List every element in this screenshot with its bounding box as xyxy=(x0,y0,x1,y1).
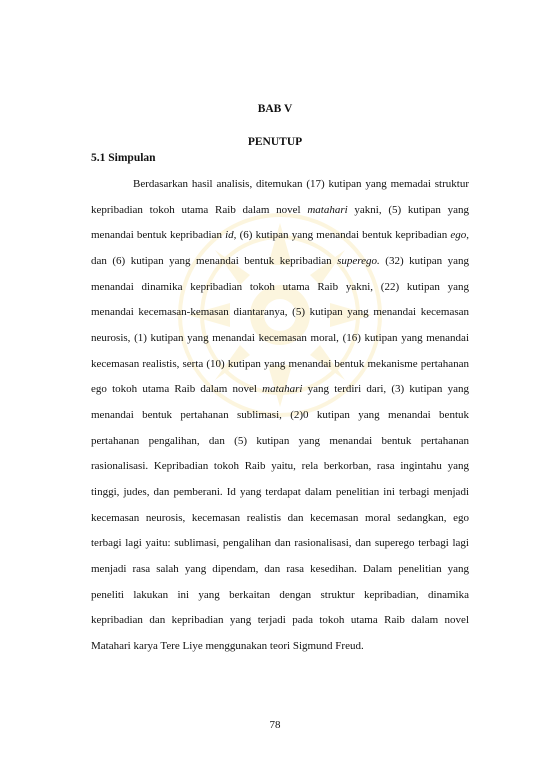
paragraph-text: yakni, (5) kutipan yang menandai bentuk kepribadian xyxy=(91,203,469,242)
paragraph-text: Berdasarkan hasil analisis, ditemukan (17) kutipan yang memadai struktur kepribadian tokoh utama Raib dalam novel xyxy=(91,178,469,216)
italic-term: matahari xyxy=(307,203,348,216)
paragraph-text: (32) kutipan yang menandai dinamika kepribadian tokoh utama Raib yakni, (22) kutipan yang menandai kecemasan-kemasan diantaranya, (5) kutipan yang menandai kecemasan neurosis, (1) kutipan yang menandai kecemasan moral, (16) kutipan yang menandai kecemasan realistis, serta (10) kutipan yang menandai bentuk mekanisme pertahanan ego tokoh utama Raib dalam novel xyxy=(91,254,469,396)
chapter-number: BAB V xyxy=(257,103,293,115)
italic-term: id, xyxy=(225,229,237,242)
section-heading: 5.1 Simpulan xyxy=(91,152,156,164)
paragraph-text: (6) kutipan yang menandai bentuk kepribadian xyxy=(236,229,451,242)
conclusion-paragraph xyxy=(91,172,469,659)
page-number: 78 xyxy=(269,719,281,731)
paragraph-text: , dan (6) kutipan yang menandai bentuk kepribadian xyxy=(91,229,470,267)
italic-term: superego. xyxy=(337,254,380,267)
paragraph-text: yang terdiri dari, (3) kutipan yang menandai bentuk pertahanan sublimasi, (2)0 kutipan yang menandai bentuk pertahanan pengalihan, dan (5) kutipan yang menandai bentuk pertahanan rasionalisasi. Kepribadian tokoh Raib yaitu, rela berkorban, rasa ingintahu yang tinggi, judes, dan pemberani. Id yang terdapat dalam penelitian ini terbagi menjadi kecemasan neurosis, kecemasan realistis dan kecemasan moral sedangkan, ego terbagi lagi yaitu: sublimasi, pengalihan dan rasionalisasi, dan superego terbagi lagi menjadi rasa salah yang dipendam, dan rasa kesedihan. Dalam penelitian yang peneliti lakukan ini yang berkaitan dengan struktur kepribadian, dinamika kepribadian dan kepribadian yang terjadi pada tokoh utama Raib dalam novel Matahari karya Tere Liye menggunakan teori Sigmund Freud. xyxy=(91,383,469,652)
italic-term: matahari xyxy=(262,383,303,396)
chapter-title: PENUTUP xyxy=(247,136,303,148)
italic-term: ego xyxy=(450,229,467,242)
